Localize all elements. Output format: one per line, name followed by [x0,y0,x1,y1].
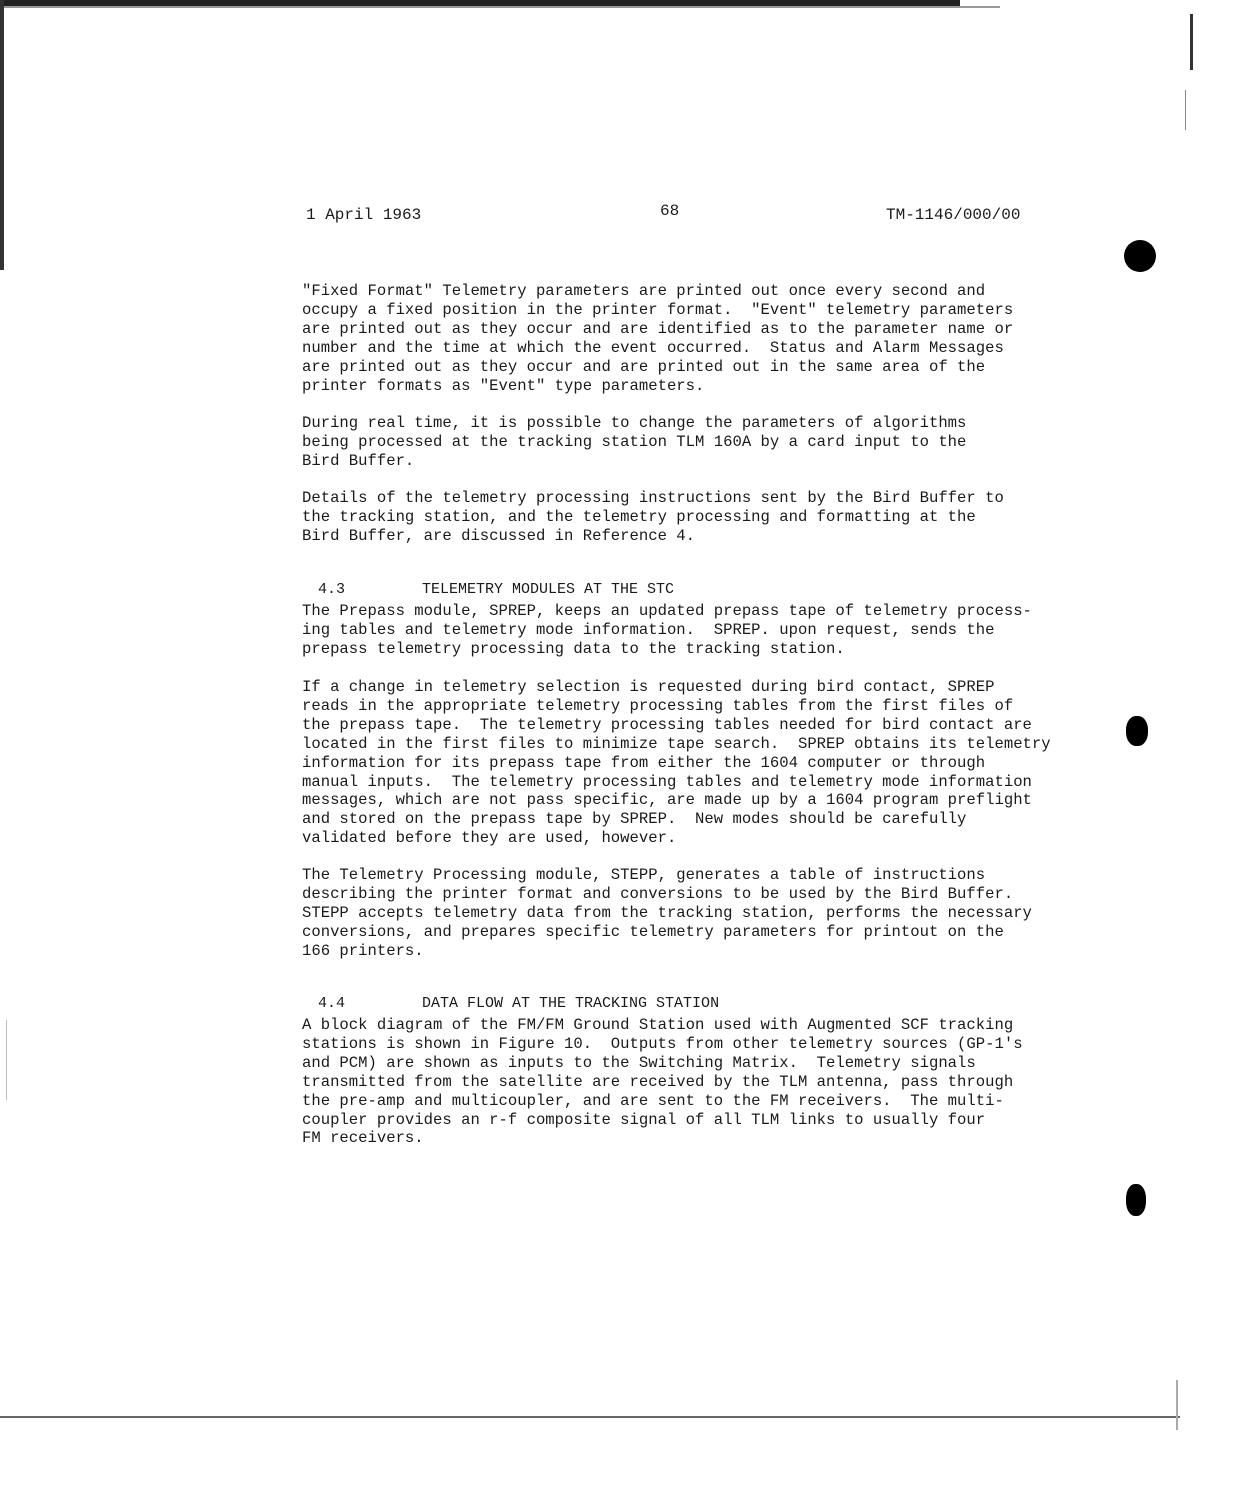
section-title: DATA FLOW AT THE TRACKING STATION [422,995,720,1012]
paragraph-real-time: During real time, it is possible to change the parameters of algorithms being processed at the tracking station TLM 160A by a card input to the Bird Buffer. [302,414,967,470]
scan-border-top-shadow [0,6,1000,8]
paragraph-telemetry-processing-module: The Telemetry Processing module, STEPP, generates a table of instructions describing the printer format and conversions to be used by the Bird Buffer. STEPP accepts telemetry data from the tracking station, performs the necessary conversions, and prepares specific telemetry parameters for printout on the 166 printers. [302,866,1032,960]
scan-border-right-faint [1185,90,1186,130]
binder-hole-bottom [1126,1184,1146,1216]
scan-border-right [1190,14,1193,70]
section-number: 4.4 [318,995,346,1012]
section-heading-4-3 [300,564,674,598]
document-id: TM-1146/000/00 [886,206,1021,224]
section-title: TELEMETRY MODULES AT THE STC [422,581,675,598]
binder-hole-top [1124,240,1156,272]
scan-border-bottom-right [1176,1380,1178,1430]
scan-mark-left [6,1020,7,1100]
section-number: 4.3 [318,581,346,598]
binder-hole-middle [1126,716,1148,746]
scan-border-bottom [0,1416,1180,1418]
page-number: 68 [660,202,680,220]
scan-border-left [0,0,4,270]
paragraph-block-diagram: A block diagram of the FM/FM Ground Station used with Augmented SCF tracking stations is shown in Figure 10. Outputs from other telemetry sources (GP-1's and PCM) are shown as inputs to the Switching Matrix. Telemetry signals transmitted from the satellite are received by the TLM antenna, pass through the pre-amp and multicoupler, and are sent to the FM receivers. The multi- coupler provides an r-f composite signal of all TLM links to usually four FM receivers. [302,1016,1023,1148]
paragraph-fixed-format: "Fixed Format" Telemetry parameters are printed out once every second and occupy a fixed position in the printer format. "Event" telemetry parameters are printed out as they occur and are identified as to the parameter name or number and the time at which the event occurred. Status and Alarm Messages are printed out as they occur and are printed out in the same area of the printer formats as "Event" type parameters. [302,282,1014,395]
paragraph-telemetry-selection: If a change in telemetry selection is requested during bird contact, SPREP reads in the appropriate telemetry processing tables from the first files of the prepass tape. The telemetry processing tables needed for bird contact are located in the first files to minimize tape search. SPREP obtains its telemetry information for its prepass tape from either the 1604 computer or through manual inputs. The telemetry processing tables and telemetry mode information messages, which are not pass specific, are made up by a 1604 program preflight and stored on the prepass tape by SPREP. New modes should be carefully validated before they are used, however. [302,678,1051,848]
section-heading-4-4 [300,978,719,1012]
header-date: 1 April 1963 [306,206,422,224]
paragraph-details: Details of the telemetry processing instructions sent by the Bird Buffer to the tracking station, and the telemetry processing and formatting at the Bird Buffer, are discussed in Reference 4. [302,489,1004,545]
paragraph-prepass-module: The Prepass module, SPREP, keeps an updated prepass tape of telemetry process- ing tables and telemetry mode information. SPREP. upon request, sends the prepass telemetry processing data to the tracking station. [302,602,1032,658]
